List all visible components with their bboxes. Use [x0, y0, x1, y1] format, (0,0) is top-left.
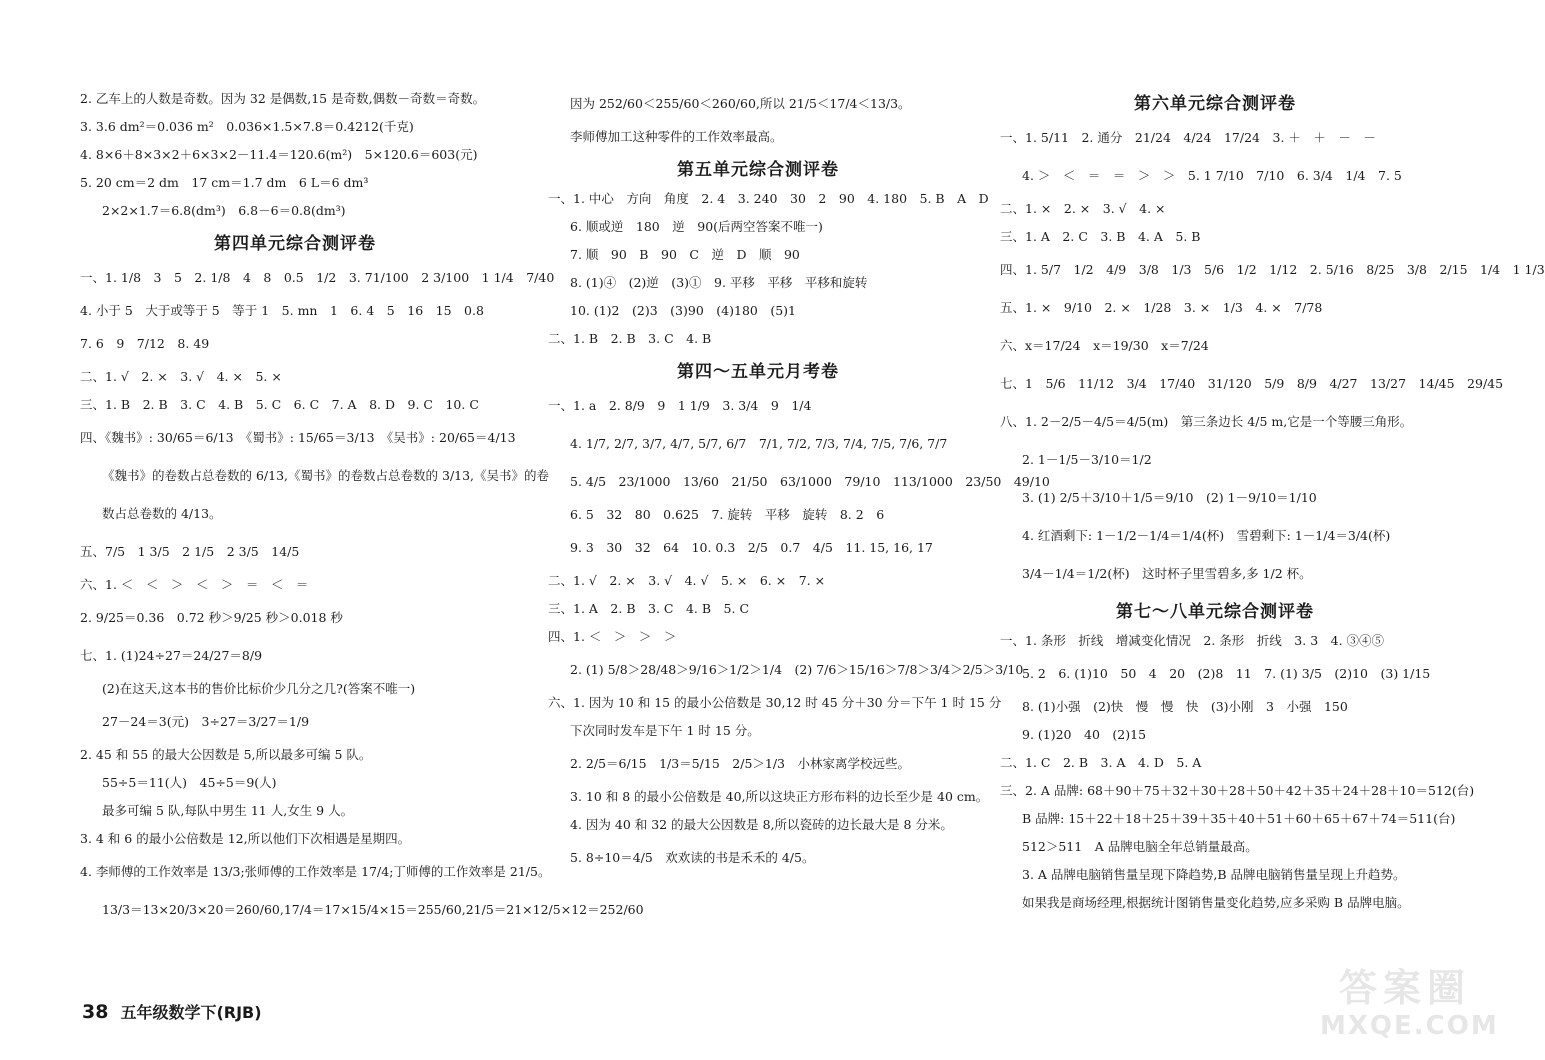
answer-line: 五、1. × 9/10 2. × 1/28 3. × 1/3 4. × 7/78 — [1000, 299, 1323, 315]
answer-line: 4. 因为 40 和 32 的最大公因数是 8,所以瓷砖的边长最大是 8 分米。 — [570, 816, 953, 832]
answer-line: 四、1. ＜ ＞ ＞ ＞ — [548, 628, 677, 644]
answer-line: 一、1. 条形 折线 增减变化情况 2. 条形 折线 3. 3 4. ③④⑤ — [1000, 632, 1385, 648]
answer-line: 二、1. × 2. × 3. √ 4. × — [1000, 200, 1166, 216]
answer-line: 6. 顺或逆 180 逆 90(后两空答案不唯一) — [570, 218, 823, 234]
answer-line: 5. 8÷10＝4/5 欢欢读的书是禾禾的 4/5。 — [570, 849, 815, 865]
answer-line: 三、1. A 2. B 3. C 4. B 5. C — [548, 600, 750, 616]
answer-line: 六、1. 因为 10 和 15 的最小公倍数是 30,12 时 45 分＋30 分＝下午 1 时 15 分 — [548, 694, 1002, 710]
answer-line: 3. 10 和 8 的最小公倍数是 40,所以这块正方形布料的边长至少是 40 cm。 — [570, 788, 989, 804]
answer-line: 二、1. C 2. B 3. A 4. D 5. A — [1000, 754, 1202, 770]
answer-line: 4. 小于 5 大于或等于 5 等于 1 5. mn 1 6. 4 5 16 15 0.8 — [80, 302, 484, 318]
answer-line: B 品牌: 15＋22＋18＋25＋39＋35＋40＋51＋60＋65＋67＋74＝511(台) — [1022, 810, 1456, 826]
answer-line: 四、《魏书》: 30/65＝6/13 《蜀书》: 15/65＝3/13 《吴书》: 20/65＝4/13 — [80, 429, 516, 445]
answer-line: 2. 乙车上的人数是奇数。因为 32 是偶数,15 是奇数,偶数－奇数＝奇数。 — [80, 90, 486, 106]
answer-line: 一、1. 5/11 2. 通分 21/24 4/24 17/24 3. ＋ ＋ － － — [1000, 129, 1376, 145]
answer-line: 《魏书》的卷数占总卷数的 6/13,《蜀书》的卷数占总卷数的 3/13,《吴书》的卷 — [102, 467, 550, 483]
answer-line: 一、1. 1/8 3 5 2. 1/8 4 8 0.5 1/2 3. 71/100 2 3/100 1 1/4 7/40 — [80, 269, 555, 285]
answer-line: 10. (1)2 (2)3 (3)90 (4)180 (5)1 — [570, 302, 797, 318]
answer-line: 三、1. A 2. C 3. B 4. A 5. B — [1000, 228, 1201, 244]
answer-line: 下次同时发车是下午 1 时 15 分。 — [570, 722, 760, 738]
answer-line: 8. (1)④ (2)逆 (3)① 9. 平移 平移 平移和旋转 — [570, 274, 868, 290]
answer-line: 6. 5 32 80 0.625 7. 旋转 平移 旋转 8. 2 6 — [570, 506, 885, 522]
answer-line: 27－24＝3(元) 3÷27＝3/27＝1/9 — [102, 713, 310, 729]
answer-line: 二、1. √ 2. × 3. √ 4. × 5. × — [80, 368, 282, 384]
answer-line: 二、1. B 2. B 3. C 4. B — [548, 330, 712, 346]
answer-line: 四、1. 5/7 1/2 4/9 3/8 1/3 5/6 1/2 1/12 2. 5/16 8/25 3/8 2/15 1/4 1 1/3 — [1000, 261, 1545, 277]
answer-line: 3. A 品牌电脑销售量呈现下降趋势,B 品牌电脑销售量呈现上升趋势。 — [1022, 866, 1406, 882]
answer-line: 3. 4 和 6 的最小公倍数是 12,所以他们下次相遇是星期四。 — [80, 830, 411, 846]
answer-line: 9. 3 30 32 64 10. 0.3 2/5 0.7 4/5 11. 15, 16, 17 — [570, 539, 933, 555]
column-3 — [1000, 84, 1545, 916]
answer-line: 因为 252/60＜255/60＜260/60,所以 21/5＜17/4＜13/3。 — [570, 95, 911, 111]
answer-line: 八、1. 2－2/5－4/5＝4/5(m) 第三条边长 4/5 m,它是一个等腰三角形。 — [1000, 413, 1413, 429]
answer-line: 7. 顺 90 B 90 C 逆 D 顺 90 — [570, 246, 800, 262]
answer-line: 5. 20 cm＝2 dm 17 cm＝1.7 dm 6 L＝6 dm³ — [80, 174, 369, 190]
answer-line: 2. (1) 5/8＞28/48＞9/16＞1/2＞1/4 (2) 7/6＞15/16＞7/8＞3/4＞2/5＞3/10 — [570, 661, 1024, 677]
answer-line: 六、1. ＜ ＜ ＞ ＜ ＞ ＝ ＜ ＝ — [80, 576, 309, 592]
column-2 — [548, 84, 1050, 876]
answer-line: 4. 红酒剩下: 1－1/2－1/4＝1/4(杯) 雪碧剩下: 1－1/4＝3/4(杯) — [1022, 527, 1391, 543]
answer-line: 2. 9/25＝0.36 0.72 秒＞9/25 秒＞0.018 秒 — [80, 609, 343, 625]
answer-line: 2×2×1.7＝6.8(dm³) 6.8－6＝0.8(dm³) — [102, 202, 346, 218]
section-heading: 第四～五单元月考卷 — [677, 361, 839, 382]
answer-line: 5. 2 6. (1)10 50 4 20 (2)8 11 7. (1) 3/5 (2)10 (3) 1/15 — [1022, 665, 1431, 681]
answer-line: 4. 8×6＋8×3×2＋6×3×2－11.4＝120.6(m²) 5×120.6＝603(元) — [80, 146, 478, 162]
answer-line: 13/3＝13×20/3×20＝260/60,17/4＝17×15/4×15＝255/60,21/5＝21×12/5×12＝252/60 — [102, 901, 644, 917]
section-heading: 第七～八单元综合测评卷 — [1116, 601, 1314, 622]
answer-line: 3. 3.6 dm²＝0.036 m² 0.036×1.5×7.8＝0.4212(千克) — [80, 118, 414, 134]
book-title: 五年级数学下(RJB) — [120, 1003, 262, 1022]
answer-line: 4. 1/7, 2/7, 3/7, 4/7, 5/7, 6/7 7/1, 7/2, 7/3, 7/4, 7/5, 7/6, 7/7 — [570, 435, 948, 451]
answer-line: 如果我是商场经理,根据统计图销售量变化趋势,应多采购 B 品牌电脑。 — [1022, 894, 1410, 910]
answer-line: 最多可编 5 队,每队中男生 11 人,女生 9 人。 — [102, 802, 354, 818]
answer-line: 4. 李师傅的工作效率是 13/3;张师傅的工作效率是 17/4;丁师傅的工作效率是 21/5。 — [80, 863, 551, 879]
answer-line: 三、2. A 品牌: 68＋90＋75＋32＋30＋28＋50＋42＋35＋24＋28＋10＝512(台) — [1000, 782, 1475, 798]
answer-line: 2. 2/5＝6/15 1/3＝5/15 2/5＞1/3 小林家离学校远些。 — [570, 755, 911, 771]
answer-line: 55÷5＝11(人) 45÷5＝9(人) — [102, 774, 277, 790]
answer-line: 8. (1)小强 (2)快 慢 慢 快 (3)小刚 3 小强 150 — [1022, 698, 1348, 714]
answer-line: 二、1. √ 2. × 3. √ 4. √ 5. × 6. × 7. × — [548, 572, 826, 588]
section-heading: 第六单元综合测评卷 — [1134, 93, 1296, 114]
answer-line: 4. ＞ ＜ ＝ ＝ ＞ ＞ 5. 1 7/10 7/10 6. 3/4 1/4 7. 5 — [1022, 167, 1402, 183]
answer-line: 一、1. a 2. 8/9 9 1 1/9 3. 3/4 9 1/4 — [548, 397, 812, 413]
answer-line: 7. 6 9 7/12 8. 49 — [80, 335, 210, 351]
answer-line: 9. (1)20 40 (2)15 — [1022, 726, 1147, 742]
section-heading: 第四单元综合测评卷 — [214, 233, 376, 254]
watermark-site: MXQE.COM — [1320, 1011, 1499, 1041]
answer-line: 五、7/5 1 3/5 2 1/5 2 3/5 14/5 — [80, 543, 300, 559]
answer-line: 李师傅加工这种零件的工作效率最高。 — [570, 128, 783, 144]
answer-line: 3/4－1/4＝1/2(杯) 这时杯子里雪碧多,多 1/2 杯。 — [1022, 565, 1312, 581]
answer-line: 三、1. B 2. B 3. C 4. B 5. C 6. C 7. A 8. D 9. C 10. C — [80, 396, 479, 412]
watermark-logo-text: 答案圈 — [1338, 966, 1471, 1010]
answer-line: 一、1. 中心 方向 角度 2. 4 3. 240 30 2 90 4. 180 5. B A D — [548, 190, 989, 206]
answer-line: 六、x＝17/24 x＝19/30 x＝7/24 — [1000, 337, 1209, 353]
watermark — [1320, 966, 1499, 1052]
answer-line: 七、1 5/6 11/12 3/4 17/40 31/120 5/9 8/9 4/27 13/27 14/45 29/45 — [1000, 375, 1504, 391]
answer-line: 七、1. (1)24÷27＝24/27＝8/9 — [80, 647, 263, 663]
page-footer — [82, 1000, 262, 1023]
section-heading: 第五单元综合测评卷 — [677, 159, 839, 180]
answer-line: 3. (1) 2/5＋3/10＋1/5＝9/10 (2) 1－9/10＝1/10 — [1022, 489, 1317, 505]
answer-line: (2)在这天,这本书的售价比标价少几分之几?(答案不唯一) — [102, 680, 416, 696]
answer-line: 2. 45 和 55 的最大公因数是 5,所以最多可编 5 队。 — [80, 746, 372, 762]
answer-line: 2. 1－1/5－3/10＝1/2 — [1022, 451, 1152, 467]
answer-line: 512＞511 A 品牌电脑全年总销量最高。 — [1022, 838, 1258, 854]
answer-line: 数占总卷数的 4/13。 — [102, 505, 222, 521]
answer-line: 5. 4/5 23/1000 13/60 21/50 63/1000 79/10 113/1000 23/50 49/10 — [570, 473, 1050, 489]
page-number: 38 — [82, 1001, 109, 1023]
